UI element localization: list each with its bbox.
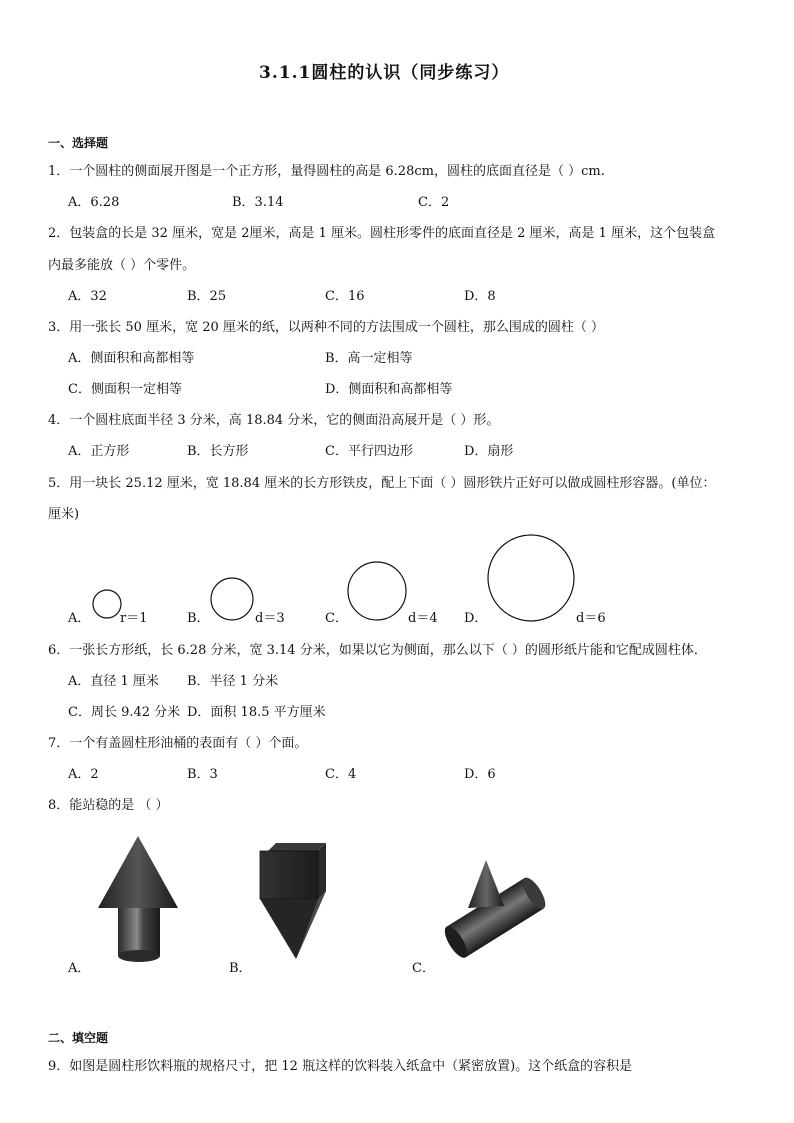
page-title: 3.1.1圆柱的认识（同步练习）: [259, 63, 510, 83]
question-2-line-2: 内最多能放（ ）个零件。: [48, 258, 196, 273]
q4-option-c[interactable]: C．平行四边形: [325, 444, 413, 459]
question-9: 9．如图是圆柱形饮料瓶的规格尺寸，把 12 瓶这样的饮料装入纸盒中（紧密放置)。这个纸盒的容积是: [48, 1059, 633, 1074]
q8-option-b[interactable]: B．: [229, 961, 252, 976]
q7-option-a[interactable]: A．2: [68, 767, 99, 782]
q5-option-b[interactable]: B．: [187, 611, 210, 626]
q7-option-d[interactable]: D．6: [464, 767, 496, 782]
q6-option-b[interactable]: B．半径 1 分米: [187, 674, 279, 689]
q5-label-a: r＝1: [120, 611, 148, 626]
q2-option-d[interactable]: D．8: [464, 289, 496, 304]
section-heading-choice: 一、选择题: [48, 136, 109, 150]
q3-option-a[interactable]: A．侧面积和高都相等: [68, 351, 195, 366]
question-6: 6．一张长方形纸，长 6.28 分米，宽 3.14 分米，如果以它为侧面，那么以下（ ）的圆形纸片能和它配成圆柱体．: [48, 643, 707, 658]
q7-option-b[interactable]: B．3: [187, 767, 218, 782]
q6-option-a[interactable]: A．直径 1 厘米: [68, 674, 159, 689]
circle-d3-icon: [210, 577, 254, 621]
q1-option-b[interactable]: B．3.14: [232, 195, 284, 210]
q5-option-a[interactable]: A．: [68, 611, 91, 626]
q4-option-b[interactable]: B．长方形: [187, 444, 249, 459]
q3-option-b[interactable]: B．高一定相等: [325, 351, 413, 366]
q6-option-d[interactable]: D．面积 18.5 平方厘米: [187, 705, 326, 720]
question-5-line-1: 5．用一块长 25.12 厘米，宽 18.84 厘米的长方形铁皮，配上下面（ ）圆形铁片正好可以做成圆柱形容器。(单位：: [48, 476, 716, 491]
q5-label-b: d＝3: [255, 611, 285, 626]
cone-on-lying-cylinder-icon: [442, 856, 546, 968]
section-heading-fill: 二、填空题: [48, 1031, 109, 1045]
q1-option-c[interactable]: C．2: [418, 195, 450, 210]
question-4: 4．一个圆柱底面半径 3 分米，高 18.84 分米，它的侧面沿高展开是（ ）形。: [48, 413, 500, 428]
q2-option-c[interactable]: C．16: [325, 289, 365, 304]
q3-option-d[interactable]: D．侧面积和高都相等: [325, 382, 453, 397]
q8-option-c[interactable]: C．: [412, 961, 435, 976]
circle-r1-icon: [92, 589, 122, 619]
question-3: 3．用一张长 50 厘米，宽 20 厘米的纸，以两种不同的方法围成一个圆柱，那么围成的圆柱（ ）: [48, 320, 605, 335]
q3-option-c[interactable]: C．侧面积一定相等: [68, 382, 182, 397]
q2-option-b[interactable]: B．25: [187, 289, 227, 304]
q5-label-d: d＝6: [576, 611, 606, 626]
q5-label-c: d＝4: [408, 611, 438, 626]
question-7: 7．一个有盖圆柱形油桶的表面有（ ）个面。: [48, 736, 308, 751]
q4-option-d[interactable]: D．扇形: [464, 444, 514, 459]
q4-option-a[interactable]: A．正方形: [68, 444, 130, 459]
q6-option-c[interactable]: C．周长 9.42 分米: [68, 705, 181, 720]
q8-option-a[interactable]: A．: [68, 961, 91, 976]
cone-on-cylinder-icon: [98, 836, 178, 964]
q1-option-a[interactable]: A．6.28: [68, 195, 120, 210]
circle-d4-icon: [347, 561, 407, 621]
question-8: 8．能站稳的是 （ ）: [48, 798, 169, 813]
q5-option-c[interactable]: C．: [325, 611, 348, 626]
question-1: 1．一个圆柱的侧面展开图是一个正方形，量得圆柱的高是 6.28cm，圆柱的底面直径是（ ）cm.: [48, 164, 605, 179]
cube-on-pyramid-icon: [258, 843, 330, 961]
q5-option-d[interactable]: D．: [464, 611, 488, 626]
question-2-line-1: 2．包装盒的长是 32 厘米，宽是 2厘米，高是 1 厘米。圆柱形零件的底面直径是 2 厘米，高是 1 厘米，这个包装盒: [48, 226, 716, 241]
question-5-line-2: 厘米): [48, 507, 80, 522]
q7-option-c[interactable]: C．4: [325, 767, 357, 782]
circle-d6-icon: [487, 534, 575, 622]
q2-option-a[interactable]: A．32: [68, 289, 107, 304]
